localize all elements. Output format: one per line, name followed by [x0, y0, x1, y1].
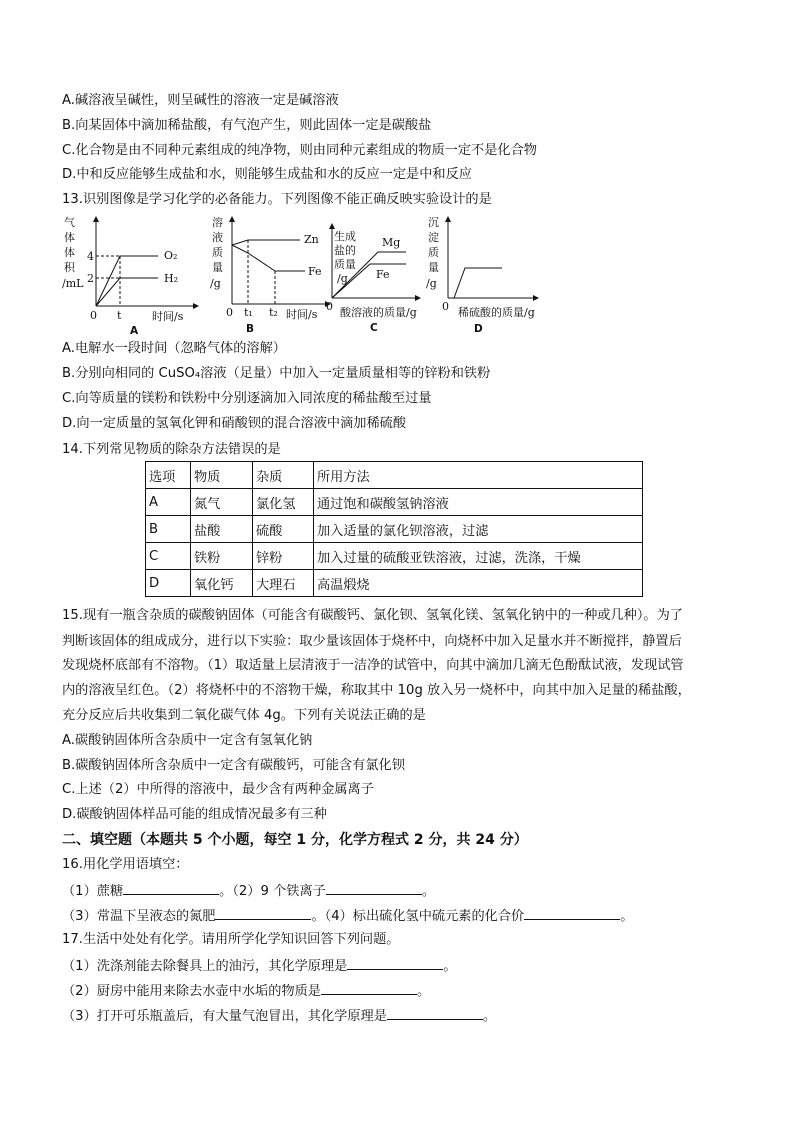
graph-d — [426, 216, 538, 335]
q12-option-d: D.中和反应能够生成盐和水，则能够生成盐和水的反应一定是中和反应 — [62, 167, 472, 182]
graph-d-ylabel-5: /g — [426, 277, 437, 290]
graph-a-ylabel-3: 体 — [64, 246, 75, 259]
table-row — [146, 570, 643, 597]
graph-b-ylabel-5: /g — [210, 277, 221, 290]
table-header: 物质 — [191, 462, 253, 489]
q16-row-2 — [62, 906, 633, 926]
graph-b-ylabel-4: 量 — [212, 261, 223, 274]
table-cell: 高温煅烧 — [314, 570, 643, 597]
table-cell: 加入过量的硫酸亚铁溶液，过滤，洗涤，干燥 — [314, 543, 643, 570]
table-header: 所用方法 — [314, 462, 643, 489]
q17-stem: 17.生活中处处有化学。请用所学化学知识回答下列问题。 — [62, 932, 400, 947]
q17-part-1-label: （1）洗涤剂能去除餐具上的油污，其化学原理是 — [62, 959, 348, 974]
graph-b-line-fe — [232, 245, 275, 271]
q17-row-2 — [62, 981, 430, 1001]
graph-c-ylabel-3: 质量 — [334, 258, 356, 271]
graph-a-ytick-2: 2 — [87, 272, 94, 285]
graph-a-ylabel-1: 气 — [64, 216, 75, 229]
q16-row-1 — [62, 881, 435, 901]
graph-a-xtick-0: 0 — [90, 309, 97, 322]
table-row — [146, 516, 643, 543]
table-cell: 盐酸 — [191, 516, 253, 543]
graph-b-line-zn — [232, 240, 275, 245]
q12-option-a: A.碱溶液呈碱性，则呈碱性的溶液一定是碱溶液 — [62, 93, 339, 108]
q12-option-c: C.化合物是由不同种元素组成的纯净物，则由同种元素组成的物质一定不是化合物 — [62, 143, 537, 158]
q16-part-4-label: 。（4）标出硫化氢中硫元素的化合价 — [311, 909, 525, 924]
answer-blank-q17-3[interactable] — [387, 1006, 483, 1020]
q15-line-3: 发现烧杯底部有不溶物。（1）取适量上层清液于一洁净的试管中，向其中滴加几滴无色酚酞试液，发现试管 — [62, 658, 684, 673]
graph-d-ylabel-3: 质 — [428, 246, 439, 259]
graph-c — [326, 224, 420, 334]
table-cell: 铁粉 — [191, 543, 253, 570]
q16-part-1-label: （1）蔗糖 — [62, 884, 124, 899]
graph-c-xlabel: 酸溶液的质量/g — [340, 306, 417, 319]
q17-row-3 — [62, 1006, 496, 1026]
q15-line-5: 充分反应后共收集到二氧化碳气体 4g。下列有关说法正确的是 — [62, 708, 426, 723]
q12-option-b: B.向某固体中滴加稀盐酸，有气泡产生，则此固体一定是碳酸盐 — [62, 118, 432, 133]
graph-a-ylabel-4: 积 — [64, 261, 75, 274]
graph-b-xtick-0: 0 — [226, 306, 233, 319]
table-header: 杂质 — [253, 462, 314, 489]
q15-option-d: D.碳酸钠固体样品可能的组成情况最多有三种 — [62, 807, 327, 822]
table-cell: A — [146, 489, 191, 516]
q16-part-3-label: （3）常温下呈液态的氮肥 — [62, 909, 216, 924]
graph-b-label-zn: Zn — [304, 233, 319, 246]
q15-line-1: 15.现有一瓶含杂质的碳酸钠固体（可能含有碳酸钙、氯化钡、氢氧化镁、氢氧化钠中的一种或几种）。为了 — [62, 608, 683, 623]
q14-table — [145, 461, 643, 597]
q16-part-2-label: 。（2）9 个铁离子 — [219, 884, 326, 899]
graph-a-label-o2: O₂ — [164, 249, 178, 262]
q16-part-2-end: 。 — [421, 884, 436, 899]
graph-b-xtick-t1: t₁ — [244, 306, 253, 319]
table-row — [146, 489, 643, 516]
q13-graphs — [60, 212, 550, 340]
q15-option-c: C.上述（2）中所得的溶液中，最少含有两种金属离子 — [62, 782, 374, 797]
graph-d-line — [454, 268, 502, 298]
q15-line-2: 判断该固体的组成成分，进行以下实验：取少量该固体于烧杯中，向烧杯中加入足量水并不断搅拌，静置后 — [62, 634, 682, 649]
table-cell: 硫酸 — [253, 516, 314, 543]
graph-a-label-h2: H₂ — [164, 272, 179, 285]
graph-a-line-h2 — [96, 278, 158, 306]
graph-b-ylabel-3: 质 — [212, 246, 223, 259]
q13-option-a: A.电解水一段时间（忽略气体的溶解） — [62, 341, 286, 356]
section-2-title: 二、填空题（本题共 5 个小题，每空 1 分，化学方程式 2 分，共 24 分） — [62, 832, 528, 848]
graph-c-ylabel-4: /g — [337, 272, 348, 285]
table-cell: D — [146, 570, 191, 597]
graph-b-xlabel: 时间/s — [286, 308, 318, 321]
graph-c-xtick-0: 0 — [326, 300, 333, 313]
graph-b — [210, 215, 330, 335]
answer-blank-q17-2[interactable] — [321, 981, 417, 995]
q17-part-3-end: 。 — [482, 1009, 497, 1024]
graph-a-letter: A — [130, 325, 139, 337]
graph-a — [62, 215, 198, 337]
q13-option-d: D.向一定质量的氢氧化钾和硝酸钡的混合溶液中滴加稀硫酸 — [62, 416, 407, 431]
table-header: 选项 — [146, 462, 191, 489]
graph-c-label-fe: Fe — [376, 268, 390, 281]
graph-a-line-o2 — [96, 256, 158, 306]
graph-b-xtick-t2: t₂ — [269, 306, 278, 319]
q15-line-4: 内的溶液呈红色。（2）将烧杯中的不溶物干燥，称取其中 10g 放入另一烧杯中，向其中加入足量的稀盐酸， — [62, 683, 691, 698]
q13-option-b: B.分别向相同的 CuSO₄溶液（足量）中加入一定量质量相等的锌粉和铁粉 — [62, 366, 491, 381]
answer-blank-q16-2[interactable] — [326, 881, 422, 895]
q13-stem: 13.识别图像是学习化学的必备能力。下列图像不能正确反映实验设计的是 — [62, 192, 492, 207]
graph-d-ylabel-2: 淀 — [428, 231, 439, 244]
graph-b-letter: B — [246, 323, 255, 335]
graph-b-label-fe: Fe — [308, 265, 322, 278]
table-cell: 大理石 — [253, 570, 314, 597]
graph-c-ylabel-1: 生成 — [334, 230, 356, 243]
graph-c-ylabel-2: 盐的 — [334, 244, 356, 257]
graph-d-letter: D — [474, 323, 483, 335]
table-cell: 氯化氢 — [253, 489, 314, 516]
q17-part-2-label: （2）厨房中能用来除去水壶中水垢的物质是 — [62, 984, 321, 999]
graph-a-ylabel-2: 体 — [64, 231, 75, 244]
q17-part-2-end: 。 — [416, 984, 431, 999]
graph-d-ylabel-1: 沉 — [428, 216, 439, 229]
q14-stem: 14.下列常见物质的除杂方法错误的是 — [62, 442, 281, 457]
q16-stem: 16.用化学用语填空： — [62, 857, 189, 872]
table-cell: 锌粉 — [253, 543, 314, 570]
answer-blank-q16-3[interactable] — [215, 906, 311, 920]
answer-blank-q17-1[interactable] — [347, 956, 443, 970]
q17-part-1-end: 。 — [443, 959, 457, 974]
graph-d-xtick-0: 0 — [442, 300, 449, 313]
graph-c-label-mg: Mg — [382, 236, 401, 249]
table-cell: C — [146, 543, 191, 570]
q17-part-3-label: （3）打开可乐瓶盖后，有大量气泡冒出，其化学原理是 — [62, 1009, 387, 1024]
table-header-row — [146, 462, 643, 489]
table-cell: 加入适量的氯化钡溶液，过滤 — [314, 516, 643, 543]
table-cell: 氧化钙 — [191, 570, 253, 597]
q16-part-4-end: 。 — [620, 909, 634, 924]
q13-option-c: C.向等质量的镁粉和铁粉中分别逐滴加入同浓度的稀盐酸至过量 — [62, 391, 432, 406]
graph-c-letter: C — [370, 322, 378, 334]
graph-b-ylabel-1: 溶 — [212, 216, 223, 229]
table-cell: 氮气 — [191, 489, 253, 516]
q15-option-b: B.碳酸钠固体所含杂质中一定含有碳酸钙，可能含有氯化钡 — [62, 758, 405, 773]
table-cell: B — [146, 516, 191, 543]
table-row — [146, 543, 643, 570]
graph-d-ylabel-4: 量 — [428, 261, 439, 274]
graph-a-ytick-4: 4 — [87, 250, 94, 263]
answer-blank-q16-4[interactable] — [524, 906, 620, 920]
graph-a-ylabel-5: /mL — [62, 277, 84, 290]
answer-blank-q16-1[interactable] — [123, 881, 219, 895]
q15-option-a: A.碳酸钠固体所含杂质中一定含有氢氧化钠 — [62, 733, 313, 748]
graph-a-xtick-t: t — [117, 309, 122, 322]
table-cell: 通过饱和碳酸氢钠溶液 — [314, 489, 643, 516]
q17-row-1 — [62, 956, 457, 976]
graph-d-xlabel: 稀硫酸的质量/g — [458, 306, 535, 319]
graph-b-ylabel-2: 液 — [212, 231, 223, 244]
graph-a-xlabel: 时间/s — [152, 310, 184, 323]
